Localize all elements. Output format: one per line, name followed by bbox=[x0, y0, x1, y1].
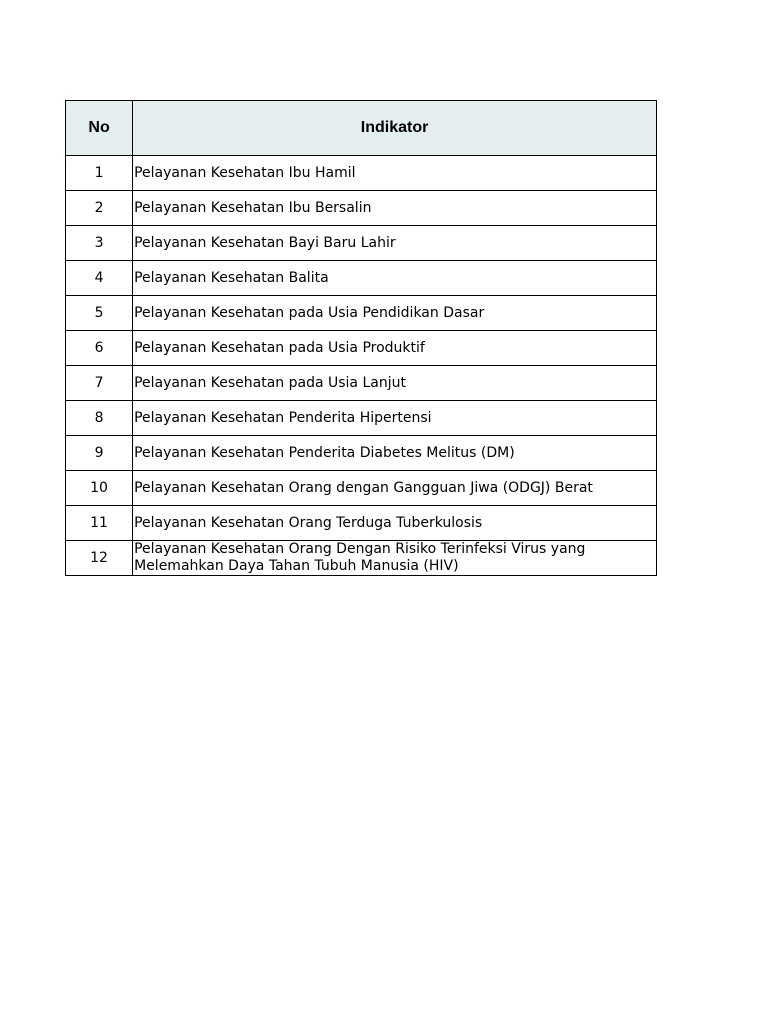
row-number: 2 bbox=[66, 191, 133, 226]
table-row bbox=[66, 296, 657, 331]
indicator-text: Pelayanan Kesehatan Ibu Hamil bbox=[133, 156, 657, 191]
table-row bbox=[66, 401, 657, 436]
header-indikator: Indikator bbox=[133, 101, 657, 156]
indicator-text: Pelayanan Kesehatan pada Usia Produktif bbox=[133, 331, 657, 366]
table-row bbox=[66, 506, 657, 541]
row-number: 9 bbox=[66, 436, 133, 471]
indicator-text: Pelayanan Kesehatan Ibu Bersalin bbox=[133, 191, 657, 226]
indicator-text: Pelayanan Kesehatan Balita bbox=[133, 261, 657, 296]
table-row bbox=[66, 331, 657, 366]
indicator-text: Pelayanan Kesehatan pada Usia Lanjut bbox=[133, 366, 657, 401]
row-number: 12 bbox=[66, 541, 133, 576]
row-number: 5 bbox=[66, 296, 133, 331]
indicator-text: Pelayanan Kesehatan Orang Terduga Tuberkulosis bbox=[133, 506, 657, 541]
row-number: 7 bbox=[66, 366, 133, 401]
table-row bbox=[66, 156, 657, 191]
row-number: 4 bbox=[66, 261, 133, 296]
row-number: 10 bbox=[66, 471, 133, 506]
table-header-row bbox=[66, 101, 657, 156]
indicator-text: Pelayanan Kesehatan pada Usia Pendidikan Dasar bbox=[133, 296, 657, 331]
row-number: 3 bbox=[66, 226, 133, 261]
table-row bbox=[66, 226, 657, 261]
table-row bbox=[66, 541, 657, 576]
indicator-text: Pelayanan Kesehatan Orang Dengan Risiko Terinfeksi Virus yang Melemahkan Daya Tahan Tubuh Manusia (HIV) bbox=[133, 541, 657, 576]
table-row bbox=[66, 436, 657, 471]
table-row bbox=[66, 191, 657, 226]
indicator-text: Pelayanan Kesehatan Penderita Hipertensi bbox=[133, 401, 657, 436]
row-number: 6 bbox=[66, 331, 133, 366]
indicator-table bbox=[65, 100, 657, 576]
header-no: No bbox=[66, 101, 133, 156]
table-row bbox=[66, 471, 657, 506]
indicator-text: Pelayanan Kesehatan Penderita Diabetes Melitus (DM) bbox=[133, 436, 657, 471]
row-number: 11 bbox=[66, 506, 133, 541]
row-number: 8 bbox=[66, 401, 133, 436]
table-row bbox=[66, 366, 657, 401]
row-number: 1 bbox=[66, 156, 133, 191]
indicator-text: Pelayanan Kesehatan Orang dengan Gangguan Jiwa (ODGJ) Berat bbox=[133, 471, 657, 506]
table-row bbox=[66, 261, 657, 296]
indicator-text: Pelayanan Kesehatan Bayi Baru Lahir bbox=[133, 226, 657, 261]
